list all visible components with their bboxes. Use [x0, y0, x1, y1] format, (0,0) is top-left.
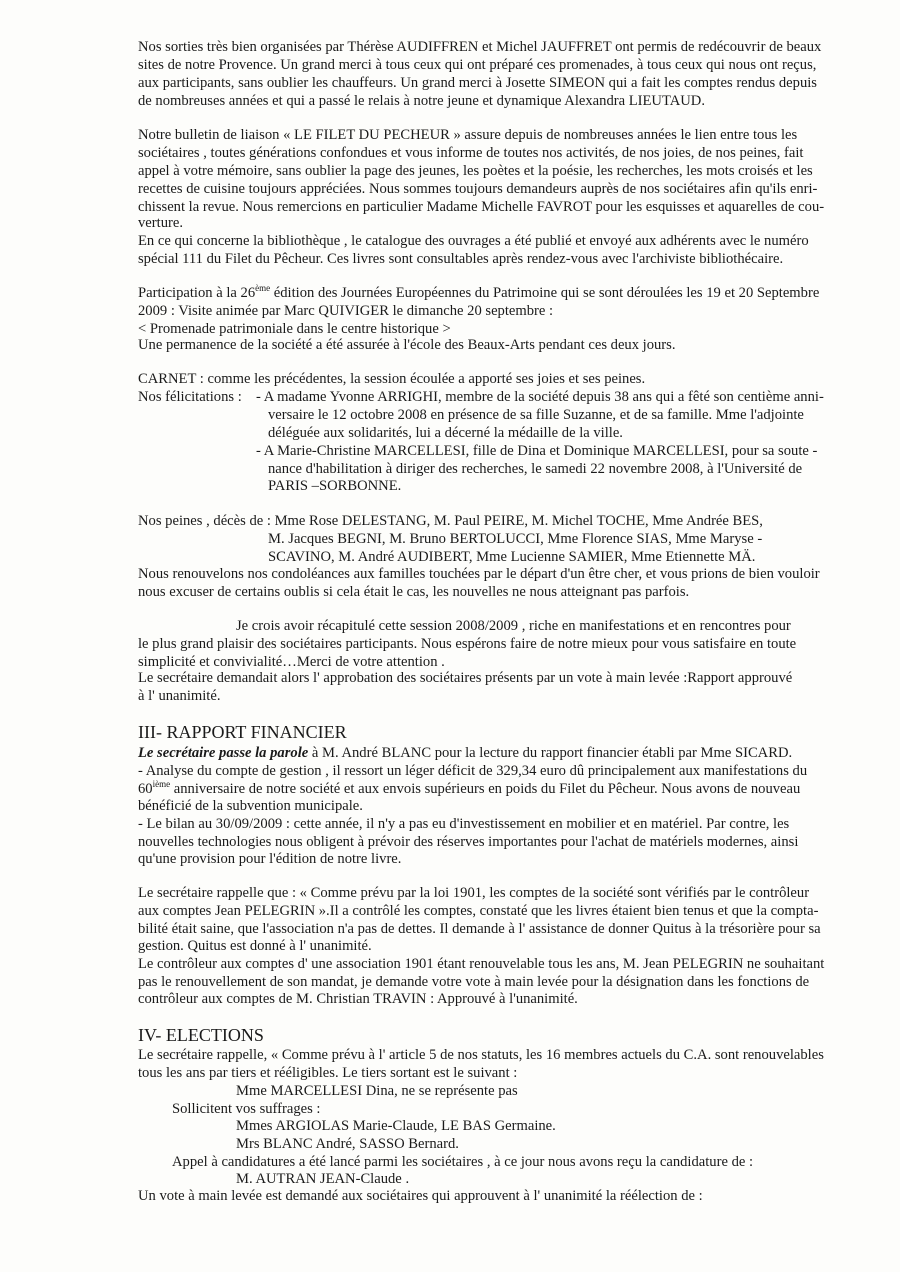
text-line: - A Marie-Christine MARCELLESI, fille de Dina et Dominique MARCELLESI, pour sa soute - [256, 443, 818, 459]
text-line: Nous renouvelons nos condoléances aux familles touchées par le départ d'un être cher, et vous prions de bien vouloir [138, 566, 820, 582]
text-line: - Analyse du compte de gestion , il ressort un léger déficit de 329,34 euro dû principalement aux manifestations du [138, 763, 808, 779]
text-line: chissent la revue. Nous remercions en particulier Madame Michelle FAVROT pour les esquisses et aquarelles de cou- [138, 199, 825, 215]
text-line: - Le bilan au 30/09/2009 : cette année, il n'y a pas eu d'investissement en mobilier et en matériel. Par contre, les [138, 816, 790, 832]
text-line: Nos sorties très bien organisées par Thérèse AUDIFFREN et Michel JAUFFRET ont permis de redécouvrir de beaux [138, 39, 822, 55]
text-line: de nombreuses années et qui a passé le relais à notre jeune et dynamique Alexandra LIEUTAUD. [138, 93, 705, 109]
text-line: < Promenade patrimoniale dans le centre historique > [138, 321, 451, 337]
text-line: verture. [138, 215, 183, 231]
text-line: Mrs BLANC André, SASSO Bernard. [236, 1136, 459, 1152]
text-line: tous les ans par tiers et rééligibles. Le tiers sortant est le suivant : [138, 1065, 518, 1081]
bold-italic-text: Le secrétaire passe la parole [138, 745, 309, 761]
text-line: Le contrôleur aux comptes d' une association 1901 étant renouvelable tous les ans, M. Jean PELEGRIN ne souhaitant [138, 956, 825, 972]
text-line: nouvelles technologies nous obligent à prévoir des réserves importantes pour l'achat de matériels modernes, ainsi [138, 834, 799, 850]
felicitations-label: Nos félicitations : [138, 389, 242, 405]
text-line: Appel à candidatures a été lancé parmi les sociétaires , à ce jour nous avons reçu la candidature de : [172, 1154, 754, 1170]
section-heading: IV- ELECTIONS [138, 1025, 264, 1045]
text-line: sociétaires , toutes générations confondues et vous informe de toutes nos activités, de nos joies, de nos peines, fait [138, 145, 804, 161]
superscript: ième [152, 779, 171, 789]
text-line: bilité était saine, que l'association n'a pas de dettes. Il demande à l' assistance de donner Quitus à la trésorière pour sa [138, 921, 821, 937]
text-line: SCAVINO, M. André AUDIBERT, Mme Lucienne SAMIER, Mme Etiennette MÄ. [268, 549, 756, 565]
text-line [138, 780, 800, 798]
text-line: Nos peines , décès de : Mme Rose DELESTANG, M. Paul PEIRE, M. Michel TOCHE, Mme Andrée BES, [138, 513, 763, 529]
text-line: bénéficié de la subvention municipale. [138, 798, 363, 814]
text-line [138, 744, 792, 762]
section-heading: III- RAPPORT FINANCIER [138, 722, 347, 742]
text-line: Mmes ARGIOLAS Marie-Claude, LE BAS Germaine. [236, 1118, 556, 1134]
text-line: Mme MARCELLESI Dina, ne se représente pas [236, 1083, 518, 1099]
text-line: nous excuser de certains oublis si cela était le cas, les nouvelles ne nous atteignant pas parfois. [138, 584, 690, 600]
text-line: Le secrétaire rappelle, « Comme prévu à l' article 5 de nos statuts, les 16 membres actuels du C.A. sont renouvelables [138, 1047, 824, 1063]
text-line: versaire le 12 octobre 2008 en présence de sa fille Suzanne, et de sa famille. Mme l'adjointe [268, 407, 804, 423]
text-line: M. Jacques BEGNI, M. Bruno BERTOLUCCI, Mme Florence SIAS, Mme Maryse - [268, 531, 763, 547]
text-line: déléguée aux solidarités, lui a décerné la médaille de la ville. [268, 425, 623, 441]
text-line: Une permanence de la société a été assurée à l'école des Beaux-Arts pendant ces deux jours. [138, 337, 676, 353]
superscript: ème [255, 283, 271, 293]
text-line: le plus grand plaisir des sociétaires participants. Nous espérons faire de notre mieux pour vous satisfaire en toute [138, 636, 797, 652]
text-span: édition des Journées Européennes du Patrimoine qui se sont déroulées les 19 et 20 Septembre [270, 285, 820, 301]
text-line: nance d'habilitation à diriger des recherches, le samedi 22 novembre 2008, à l'Université de [268, 461, 803, 477]
text-line: - A madame Yvonne ARRIGHI, membre de la société depuis 38 ans qui a fêté son centième anni- [256, 389, 824, 405]
text-line: aux comptes Jean PELEGRIN ».Il a contrôlé les comptes, constaté que les livres étaient bien tenus et que la compta- [138, 903, 819, 919]
text-line: aux participants, sans oublier les chauffeurs. Un grand merci à Josette SIMEON qui a fait les comptes rendus depuis [138, 75, 817, 91]
text-line [138, 284, 819, 302]
text-line: contrôleur aux comptes de M. Christian TRAVIN : Approuvé à l'unanimité. [138, 991, 578, 1007]
text-line: pas le renouvellement de son mandat, je demande votre vote à main levée pour la désignation dans les fonctions de [138, 974, 810, 990]
text-line: CARNET : comme les précédentes, la session écoulée a apporté ses joies et ses peines. [138, 371, 646, 387]
text-line: à l' unanimité. [138, 688, 221, 704]
text-line: Je crois avoir récapitulé cette session 2008/2009 , riche en manifestations et en rencontres pour [236, 618, 791, 634]
text-line: Le secrétaire rappelle que : « Comme prévu par la loi 1901, les comptes de la société sont vérifiés par le contrôleur [138, 885, 810, 901]
text-line: qu'une provision pour l'édition de notre livre. [138, 851, 402, 867]
text-line: spécial 111 du Filet du Pêcheur. Ces livres sont consultables après rendez-vous avec l'archiviste bibliothécaire. [138, 251, 784, 267]
text-line: Un vote à main levée est demandé aux sociétaires qui approuvent à l' unanimité la réélection de : [138, 1188, 703, 1204]
text-line: sites de notre Provence. Un grand merci à tous ceux qui ont préparé ces promenades, à tous ceux qui nous ont reçus, [138, 57, 817, 73]
text-line: recettes de cuisine toujours appréciées. Nous sommes toujours demandeurs auprès de nos sociétaires afin qu'ils enri- [138, 181, 818, 197]
text-span: à M. André BLANC pour la lecture du rapport financier établi par Mme SICARD. [308, 745, 793, 761]
text-line: En ce qui concerne la bibliothèque , le catalogue des ouvrages a été publié et envoyé aux adhérents avec le numéro [138, 233, 809, 249]
text-line: Sollicitent vos suffrages : [172, 1101, 321, 1117]
text-line: Notre bulletin de liaison « LE FILET DU PECHEUR » assure depuis de nombreuses années le lien entre tous les [138, 127, 798, 143]
text-line: PARIS –SORBONNE. [268, 478, 402, 494]
text-line: 2009 : Visite animée par Marc QUIVIGER le dimanche 20 septembre : [138, 303, 554, 319]
text-line: appel à votre mémoire, sans oublier la page des jeunes, les poètes et la poésie, les recherches, les mots croisés et les [138, 163, 813, 179]
text-line: M. AUTRAN JEAN-Claude . [236, 1171, 410, 1187]
text-span: Participation à la 26 [138, 285, 256, 301]
text-span: anniversaire de notre société et aux envois supérieurs en poids du Filet du Pêcheur. Nous avons de nouveau [170, 781, 801, 797]
text-line: gestion. Quitus est donné à l' unanimité. [138, 938, 372, 954]
text-span: 60 [138, 781, 153, 797]
text-line: Le secrétaire demandait alors l' approbation des sociétaires présents par un vote à main levée :Rapport approuvé [138, 670, 793, 686]
text-line: simplicité et convivialité…Merci de votre attention . [138, 654, 445, 670]
